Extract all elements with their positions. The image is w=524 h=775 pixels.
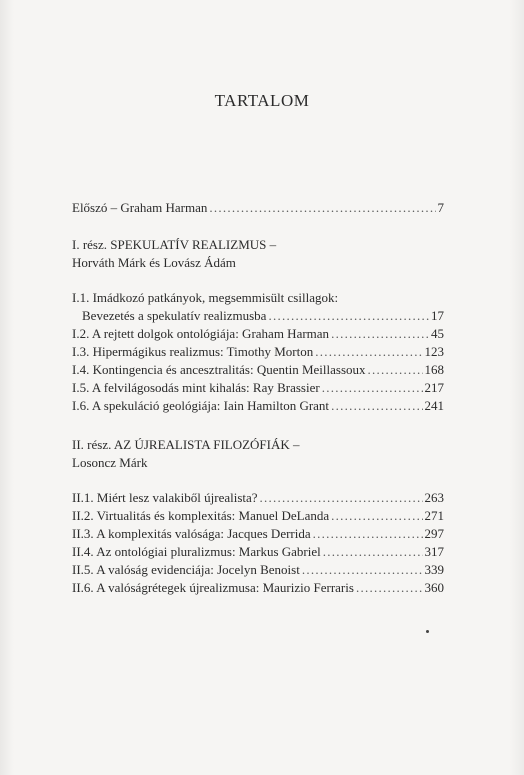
entry-page: 217 [424, 380, 444, 395]
entry-page: 297 [424, 526, 444, 541]
entry-page: 123 [424, 344, 444, 359]
entry-page: 7 [437, 200, 444, 215]
toc-entry [72, 379, 444, 397]
entry-label: II.5. A valóság evidenciája: Jocelyn Benoist [72, 562, 300, 577]
leader-dots [331, 507, 422, 525]
entry-label: Előszó – Graham Harman [72, 200, 208, 215]
toc-entry [72, 199, 444, 217]
entry-label: I.4. Kontingencia és ancesztralitás: Quentin Meillassoux [72, 362, 366, 377]
entry-page: 168 [424, 362, 444, 377]
leader-dots [368, 361, 423, 379]
part-authors: Losoncz Márk [72, 455, 148, 470]
entry-page: 17 [431, 308, 444, 323]
leader-dots [356, 579, 423, 597]
entry-label: I.3. Hipermágikus realizmus: Timothy Morton [72, 344, 314, 359]
toc-entry [72, 307, 444, 325]
entry-label-cont: Bevezetés a spekulatív realizmusba [82, 308, 267, 323]
toc-entry [72, 525, 444, 543]
entry-label: I.6. A spekuláció geológiája: Iain Hamilton Grant [72, 398, 330, 413]
entry-page: 45 [431, 326, 444, 341]
leader-dots [313, 525, 423, 543]
toc-entry [72, 543, 444, 561]
leader-dots [260, 489, 423, 507]
entry-label: II.3. A komplexitás valósága: Jacques Derrida [72, 526, 311, 541]
part-heading: II. rész. AZ ÚJREALISTA FILOZÓFIÁK – [72, 437, 300, 452]
entry-label: II.4. Az ontológiai pluralizmus: Markus Gabriel [72, 544, 321, 559]
entry-page: 339 [424, 562, 444, 577]
ink-speck [426, 630, 429, 633]
toc-part-2 [72, 436, 444, 472]
entry-page: 317 [424, 544, 444, 559]
entry-page: 360 [424, 580, 444, 595]
leader-dots [209, 199, 435, 217]
entry-page: 263 [424, 490, 444, 505]
toc-entry [72, 561, 444, 579]
part-authors: Horváth Márk és Lovász Ádám [72, 255, 236, 270]
leader-dots [322, 379, 423, 397]
leader-dots [268, 307, 429, 325]
toc-entry [72, 397, 444, 415]
toc-part-2-entries [72, 489, 444, 597]
entry-label: I.5. A felvilágosodás mint kihalás: Ray Brassier [72, 380, 320, 395]
toc-entry [72, 507, 444, 525]
entry-page: 271 [424, 508, 444, 523]
leader-dots [323, 543, 423, 561]
toc-entry [72, 579, 444, 597]
entry-label: II.1. Miért lesz valakiből újrealista? [72, 490, 258, 505]
toc-entry [72, 343, 444, 361]
entry-label: II.2. Virtualitás és komplexitás: Manuel DeLanda [72, 508, 330, 523]
page-title: TARTALOM [214, 91, 310, 110]
entry-label: I.1. Imádkozó patkányok, megsemmisült csillagok: [72, 290, 339, 305]
toc-entry [72, 361, 444, 379]
leader-dots [331, 397, 422, 415]
entry-label: I.2. A rejtett dolgok ontológiája: Graham Harman [72, 326, 330, 341]
toc-part-1-entries [72, 289, 444, 415]
toc-part-1 [72, 236, 444, 272]
toc-foreword [72, 199, 444, 217]
entry-page: 241 [424, 398, 444, 413]
toc-entry [72, 325, 444, 343]
leader-dots [315, 343, 422, 361]
part-heading: I. rész. SPEKULATÍV REALIZMUS – [72, 237, 277, 252]
entry-label: II.6. A valóságrétegek újrealizmusa: Maurizio Ferraris [72, 580, 354, 595]
leader-dots [302, 561, 423, 579]
leader-dots [331, 325, 429, 343]
toc-entry [72, 489, 444, 507]
